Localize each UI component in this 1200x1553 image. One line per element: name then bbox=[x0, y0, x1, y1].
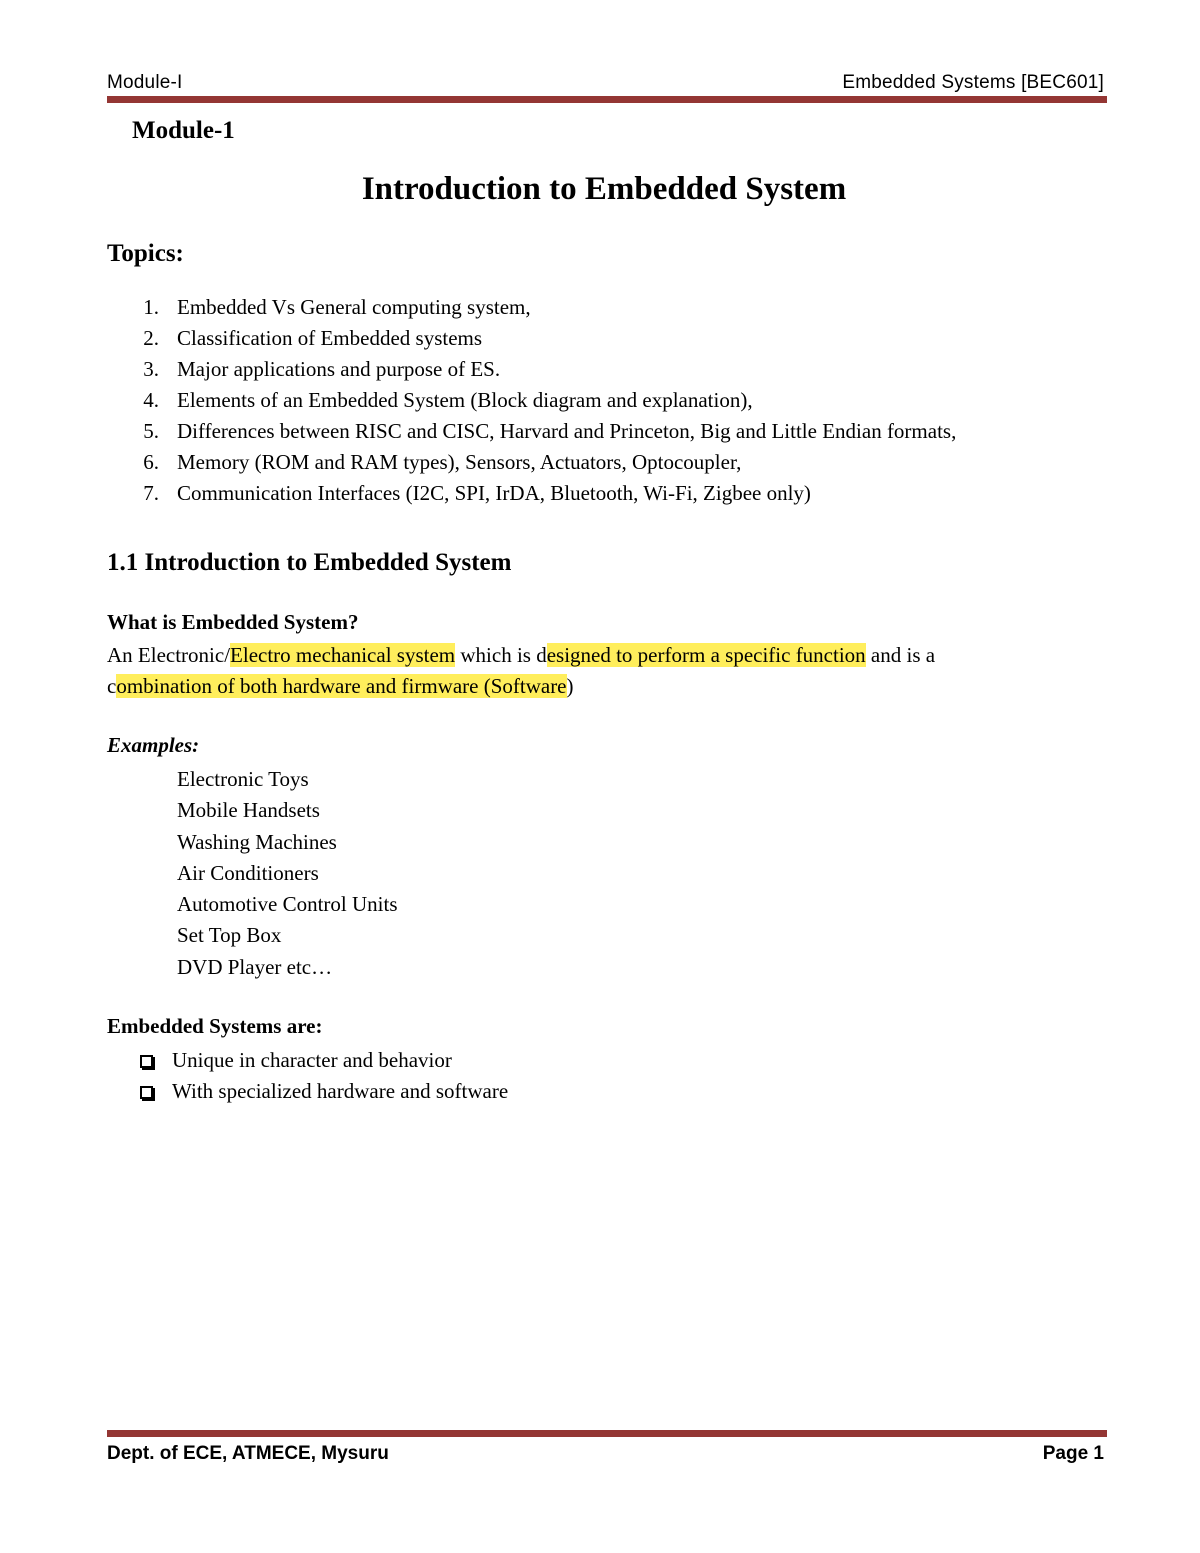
definition-line-1: An Electronic/Electro mechanical system which is designed to perform a specific function and is a bbox=[107, 643, 936, 667]
highlighted-text: Electro mechanical system bbox=[230, 643, 456, 667]
page-title: Introduction to Embedded System bbox=[361, 171, 847, 207]
example-item: Electronic Toys bbox=[177, 767, 309, 791]
topics-list bbox=[107, 292, 956, 509]
topic-item: 6. Memory (ROM and RAM types), Sensors, Actuators, Optocoupler, bbox=[143, 450, 742, 474]
definition-line-2: combination of both hardware and firmware (Software) bbox=[107, 674, 574, 698]
example-item: Mobile Handsets bbox=[177, 798, 320, 823]
checkbox-bullet-icon bbox=[140, 1086, 153, 1099]
section-heading: 1.1 Introduction to Embedded System bbox=[107, 549, 512, 576]
example-item: Set Top Box bbox=[177, 923, 282, 948]
examples-list bbox=[177, 764, 398, 983]
page-number: Page 1 bbox=[1042, 1443, 1104, 1464]
highlighted-text: esigned to perform a specific function bbox=[546, 643, 866, 667]
module-heading: Module-1 bbox=[132, 117, 235, 144]
examples-label: Examples: bbox=[107, 733, 200, 757]
list-item: Unique in character and behavior bbox=[140, 1045, 508, 1076]
example-item: Air Conditioners bbox=[177, 860, 319, 885]
checkbox-bullet-icon bbox=[140, 1055, 153, 1068]
topic-item: 1. Embedded Vs General computing system, bbox=[143, 295, 531, 319]
topics-label: Topics: bbox=[107, 240, 184, 267]
topic-item: 3. Major applications and purpose of ES. bbox=[143, 357, 501, 381]
topic-item: 5. Differences between RISC and CISC, Harvard and Princeton, Big and Little Endian formats, bbox=[143, 419, 957, 443]
embedded-systems-label: Embedded Systems are: bbox=[107, 1014, 323, 1038]
list-item: With specialized hardware and software bbox=[140, 1076, 508, 1107]
question-heading: What is Embedded System? bbox=[107, 610, 359, 634]
running-header-module: Module-I bbox=[107, 72, 183, 93]
embedded-systems-list bbox=[140, 1045, 508, 1107]
example-item: Automotive Control Units bbox=[177, 892, 398, 917]
running-header-course: Embedded Systems [BEC601] bbox=[842, 72, 1104, 93]
example-item: DVD Player etc… bbox=[177, 954, 333, 979]
topic-item: 4. Elements of an Embedded System (Block diagram and explanation), bbox=[143, 388, 753, 412]
topic-item: 2. Classification of Embedded systems bbox=[143, 326, 483, 350]
header-rule bbox=[107, 96, 1107, 103]
highlighted-text: ombination of both hardware and firmware (Software bbox=[116, 674, 567, 698]
topic-item: 7. Communication Interfaces (I2C, SPI, IrDA, Bluetooth, Wi-Fi, Zigbee only) bbox=[143, 481, 811, 505]
example-item: Washing Machines bbox=[177, 829, 337, 854]
footer-rule bbox=[107, 1430, 1107, 1437]
footer-department: Dept. of ECE, ATMECE, Mysuru bbox=[107, 1443, 389, 1464]
